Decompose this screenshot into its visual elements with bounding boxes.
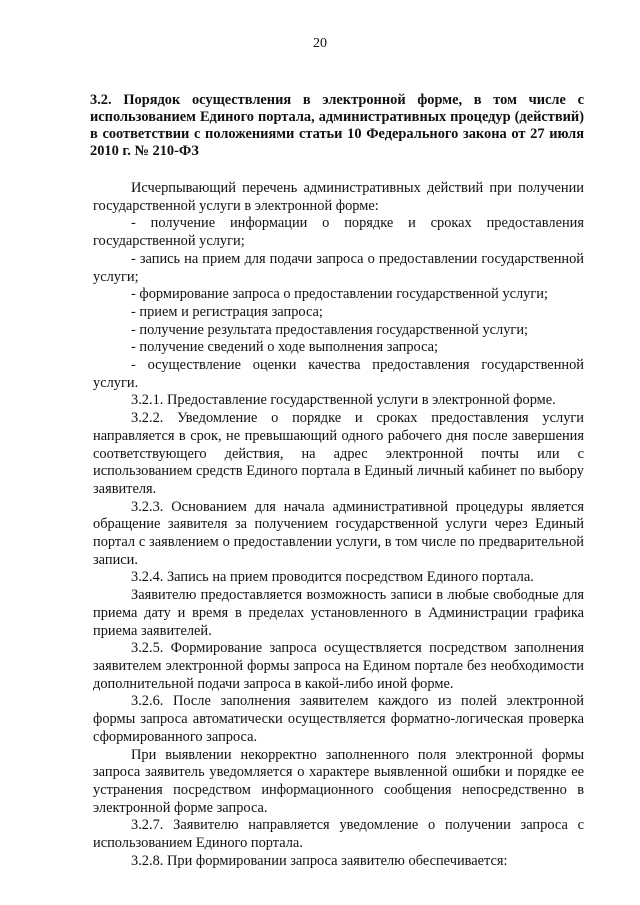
- list-item: - прием и регистрация запроса;: [131, 303, 323, 320]
- list-item: - получение информации о порядке и сроках предоставления государственной услуги;: [93, 215, 584, 250]
- clause-3-2-1: 3.2.1. Предоставление государственной услуги в электронной форме.: [131, 392, 556, 409]
- clause-3-2-3: 3.2.3. Основанием для начала административной процедуры является обращение заявителя за получением государственной услуги через Единый портал с заявлением о предоставлении услуги, в том числе по предварительной записи.: [93, 498, 584, 568]
- page-number: 20: [313, 36, 327, 51]
- paragraph-appointment: Заявителю предоставляется возможность записи в любые свободные для приема дату и время в пределах установленного в Администрации графика приема заявителей.: [93, 587, 584, 639]
- paragraph-validation: При выявлении некорректно заполненного поля электронной формы запроса заявитель уведомляется о характере выявленной ошибки и порядке ее устранения посредством информационного сообщения непосредственно в электронной форме запроса.: [93, 746, 584, 816]
- list-item: - получение сведений о ходе выполнения запроса;: [131, 339, 439, 356]
- clause-3-2-2: 3.2.2. Уведомление о порядке и сроках предоставления услуги направляется в срок, не превышающий одного рабочего дня после завершения соответствующего действия, на адрес электронной почты или с использованием средств Единого портала в Единый личный кабинет по выбору заявителя.: [93, 410, 584, 497]
- section-heading: 3.2. Порядок осуществления в электронной форме, в том числе с использованием Единого портала, административных процедур (действий) в соответствии с положениями статьи 10 Федерального закона от 27 июля 2010 г. № 210-ФЗ: [90, 92, 584, 159]
- list-item: - получение результата предоставления государственной услуги;: [131, 321, 529, 338]
- document-body: [93, 180, 584, 870]
- clause-3-2-5: 3.2.5. Формирование запроса осуществляется посредством заполнения заявителем электронной формы запроса на Едином портале без необходимости дополнительной подачи запроса в какой-либо иной форме.: [93, 640, 584, 692]
- clause-3-2-4: 3.2.4. Запись на прием проводится посредством Единого портала.: [131, 569, 534, 586]
- list-item: - осуществление оценки качества предоставления государственной услуги.: [93, 357, 584, 391]
- list-item: - запись на прием для подачи запроса о предоставлении государственной услуги;: [93, 250, 584, 285]
- clause-3-2-7: 3.2.7. Заявителю направляется уведомление о получении запроса с использованием Единого портала.: [93, 817, 584, 852]
- clause-3-2-6: 3.2.6. После заполнения заявителем каждого из полей электронной формы запроса автоматически осуществляется форматно-логическая проверка сформированного запроса.: [93, 693, 584, 745]
- list-item: - формирование запроса о предоставлении государственной услуги;: [131, 286, 548, 303]
- paragraph-intro: Исчерпывающий перечень административных действий при получении государственной услуги в электронной форме:: [93, 180, 584, 214]
- clause-3-2-8: 3.2.8. При формировании запроса заявителю обеспечивается:: [131, 852, 508, 869]
